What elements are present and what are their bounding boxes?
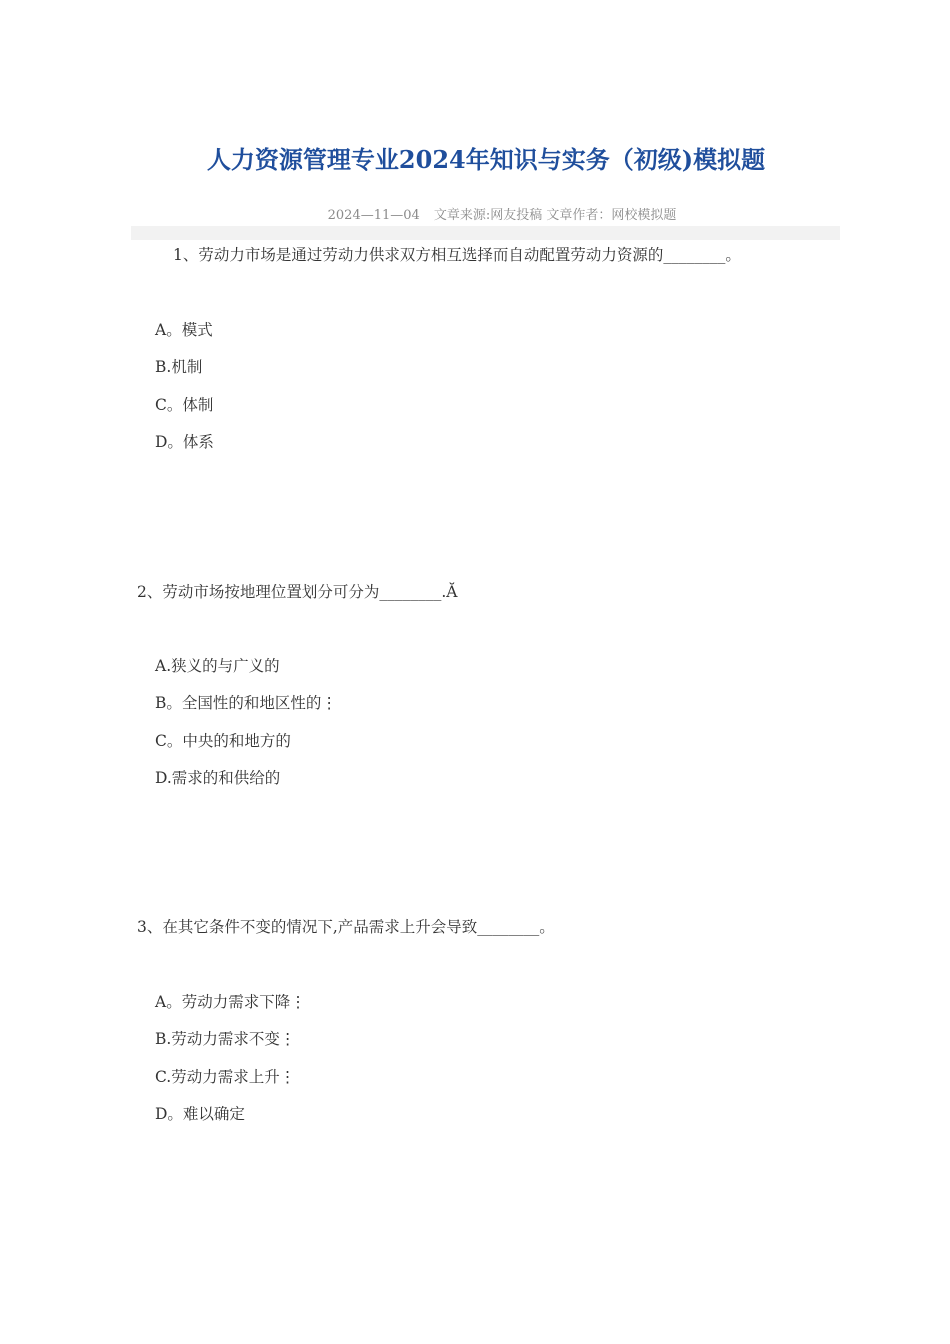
question-1-option-c: C。体制 xyxy=(155,396,214,414)
article-author: 文章作者：网校模拟题 xyxy=(546,208,677,223)
question-2-option-c: C。中央的和地方的 xyxy=(155,732,291,750)
question-2-option-d: D.需求的和供给的 xyxy=(155,769,281,787)
question-2-option-b: B。全国性的和地区性的⋮ xyxy=(155,694,337,712)
question-2-option-a: A.狭义的与广义的 xyxy=(155,657,280,675)
question-1: 1、劳动力市场是通过劳动力供求双方相互选择而自动配置劳动力资源的________。 xyxy=(173,246,741,264)
question-1-option-a: A。模式 xyxy=(155,321,213,339)
question-3-option-a: A。劳动力需求下降⋮ xyxy=(155,993,306,1011)
question-3-option-b: B.劳动力需求不变⋮ xyxy=(155,1030,296,1048)
question-1-option-b: B.机制 xyxy=(155,358,203,376)
publish-date: 2024—11—04 xyxy=(327,208,420,223)
question-2: 2、劳动市场按地理位置划分可分为________.Ă xyxy=(137,583,458,601)
question-3: 3、在其它条件不变的情况下,产品需求上升会导致________。 xyxy=(137,918,555,936)
meta-divider-band xyxy=(131,226,840,240)
page-title: 人力资源管理专业2024年知识与实务（初级)模拟题 xyxy=(206,145,766,174)
article-source: 文章来源:网友投稿 xyxy=(433,208,543,223)
question-1-option-d: D。体系 xyxy=(155,433,214,451)
article-meta xyxy=(0,204,950,223)
question-3-option-c: C.劳动力需求上升⋮ xyxy=(155,1068,296,1086)
question-3-option-d: D。难以确定 xyxy=(155,1105,245,1123)
